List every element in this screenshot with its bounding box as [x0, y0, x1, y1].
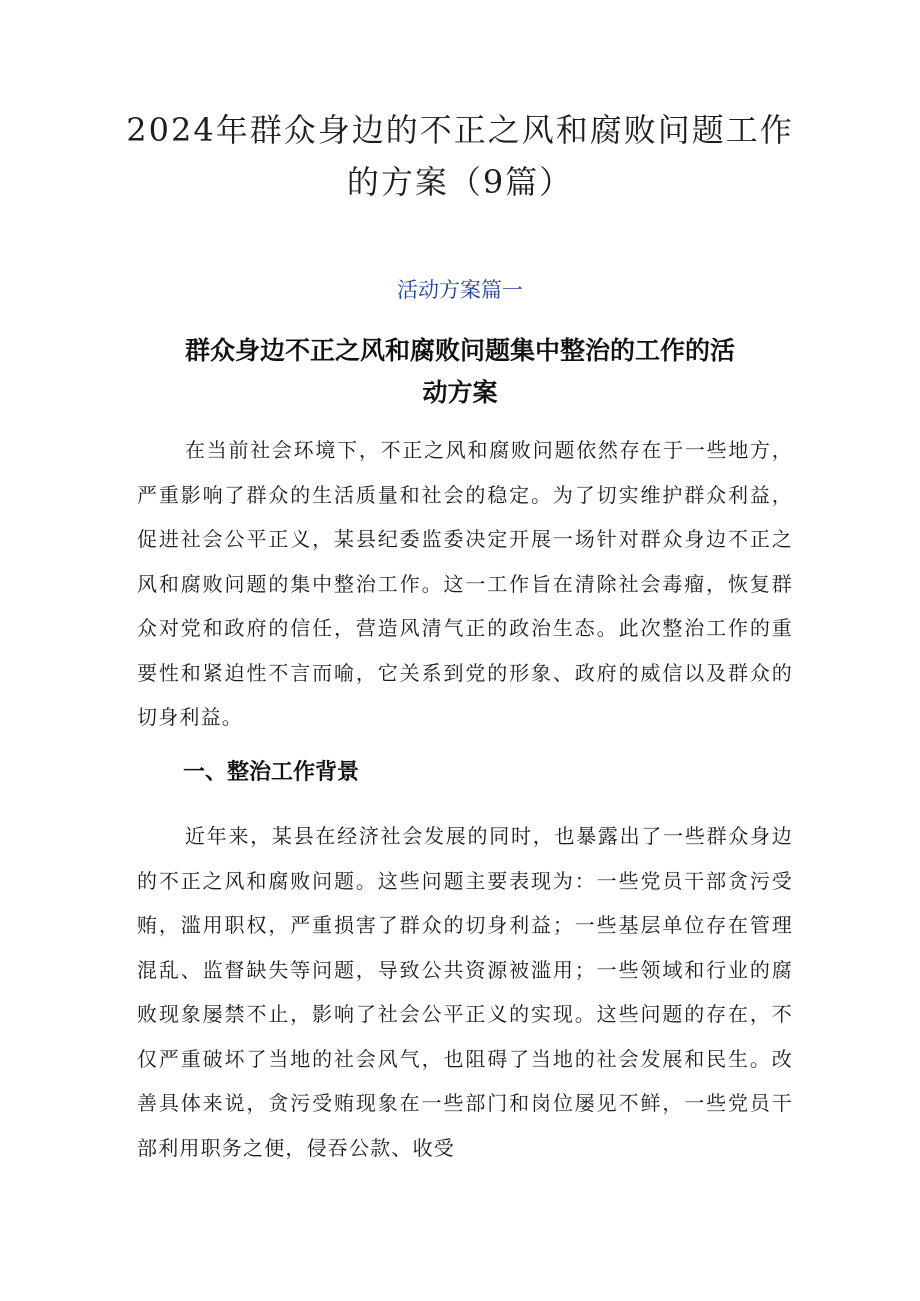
- section-label: 活动方案篇一: [397, 278, 523, 302]
- background-paragraph: 近年来，某县在经济社会发展的同时，也暴露出了一些群众身边的不正之风和腐败问题。这些问题主要表现为：一些党员干部贪污受贿，滥用职权，严重损害了群众的切身利益；一些基层单位存在管理混乱、监督缺失等问题，导致公共资源被滥用；一些领域和行业的腐败现象屡禁不止，影响了社会公平正义的实现。这些问题的存在，不仅严重破坏了当地的社会风气，也阻碍了当地的社会发展和民生。改善具体来说，贪污受贿现象在一些部门和岗位屡见不鲜，一些党员干部利用职务之便，侵吞公款、收受: [137, 824, 793, 1160]
- plan-subtitle: 群众身边不正之风和腐败问题集中整治的工作的活动方案: [184, 336, 735, 407]
- intro-paragraph: 在当前社会环境下，不正之风和腐败问题依然存在于一些地方，严重影响了群众的生活质量和社会的稳定。为了切实维护群众利益，促进社会公平正义，某县纪委监委决定开展一场针对群众身边不正之风和腐败问题的集中整治工作。这一工作旨在清除社会毒瘤，恢复群众对党和政府的信任，营造风清气正的政治生态。此次整治工作的重要性和紧迫性不言而喻，它关系到党的形象、政府的威信以及群众的切身利益。: [137, 438, 793, 729]
- section-heading-background: 一、整治工作背景: [183, 760, 360, 785]
- document-title: 2024年群众身边的不正之风和腐败问题工作的方案（9篇）: [126, 111, 794, 201]
